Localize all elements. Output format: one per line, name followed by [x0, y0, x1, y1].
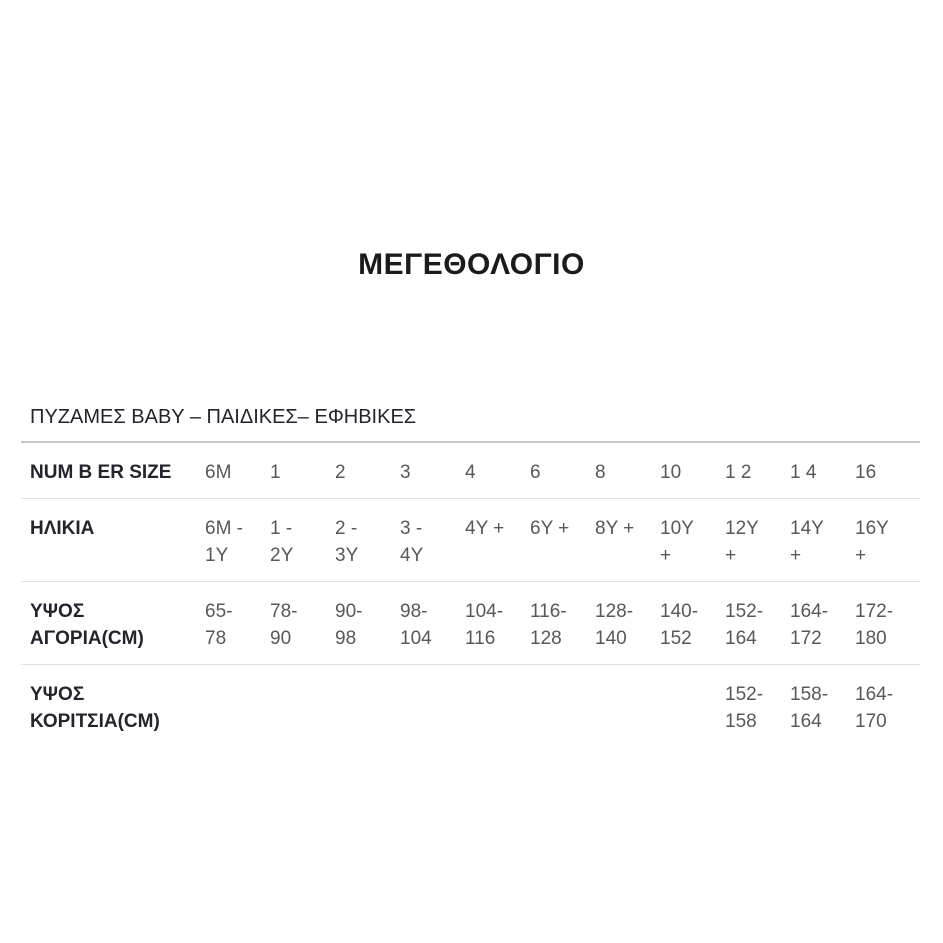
table-row-height-girls — [21, 665, 920, 748]
table-cell: 78-90 — [270, 582, 335, 665]
section-heading: ΠΥΖΑΜΕΣ BABY – ΠΑΙΔΙΚΕΣ– ΕΦΗΒΙΚΕΣ — [30, 406, 417, 428]
table-cell — [400, 665, 465, 748]
table-cell — [335, 665, 400, 748]
table-cell: 8Y + — [595, 499, 660, 582]
table-cell — [530, 665, 595, 748]
table-cell: 6M - 1Y — [205, 499, 270, 582]
table-cell — [465, 665, 530, 748]
table-cell: 172-180 — [855, 582, 920, 665]
table-cell: 8 — [595, 442, 660, 499]
row-label: ΥΨΟΣ ΑΓΟΡΙΑ(CM) — [21, 582, 205, 665]
table-cell: 3 - 4Y — [400, 499, 465, 582]
table-cell: 164-172 — [790, 582, 855, 665]
table-cell: 104-116 — [465, 582, 530, 665]
table-cell: 1 - 2Y — [270, 499, 335, 582]
table-cell: 14Y + — [790, 499, 855, 582]
table-cell: 4 — [465, 442, 530, 499]
page-title: ΜΕΓΕΘΟΛΟΓΙΟ — [358, 248, 585, 281]
table-cell: 2 - 3Y — [335, 499, 400, 582]
table-cell — [595, 665, 660, 748]
table-cell: 4Y + — [465, 499, 530, 582]
table-row-height-boys — [21, 582, 920, 665]
table-cell: 152-158 — [725, 684, 764, 732]
table-cell: 1 — [270, 442, 335, 499]
table-cell: 6 — [530, 442, 595, 499]
table-cell: 12Y + — [725, 499, 790, 582]
row-label: ΗΛΙΚΙΑ — [21, 499, 205, 582]
table-cell: 10 — [660, 442, 725, 499]
table-cell: 16Y + — [855, 499, 920, 582]
table-row-number-size — [21, 442, 920, 499]
table-cell: 2 — [335, 442, 400, 499]
table-cell — [270, 665, 335, 748]
table-cell — [660, 665, 725, 748]
size-table — [21, 441, 920, 747]
table-cell: 140-152 — [660, 582, 725, 665]
table-cell: 128-140 — [595, 582, 660, 665]
table-cell: 6Y + — [530, 499, 595, 582]
table-cell: 164-170 — [855, 684, 894, 732]
table-cell: 90-98 — [335, 582, 400, 665]
table-cell: 158-164 — [790, 684, 829, 732]
table-cell: 65-78 — [205, 582, 270, 665]
table-cell: 1 4 — [790, 442, 855, 499]
row-label: ΥΨΟΣ ΚΟΡΙΤΣΙΑ(CM) — [30, 684, 160, 732]
row-label: NUM B ER SIZE — [21, 442, 205, 499]
table-cell: 116-128 — [530, 582, 595, 665]
table-cell: 98-104 — [400, 582, 465, 665]
table-row-age — [21, 499, 920, 582]
table-cell: 16 — [855, 442, 920, 499]
table-cell: 3 — [400, 442, 465, 499]
table-cell: 6M — [205, 442, 270, 499]
table-cell: 152-164 — [725, 582, 790, 665]
table-cell: 10Y + — [660, 499, 725, 582]
table-cell: 1 2 — [725, 442, 790, 499]
table-cell — [205, 665, 270, 748]
